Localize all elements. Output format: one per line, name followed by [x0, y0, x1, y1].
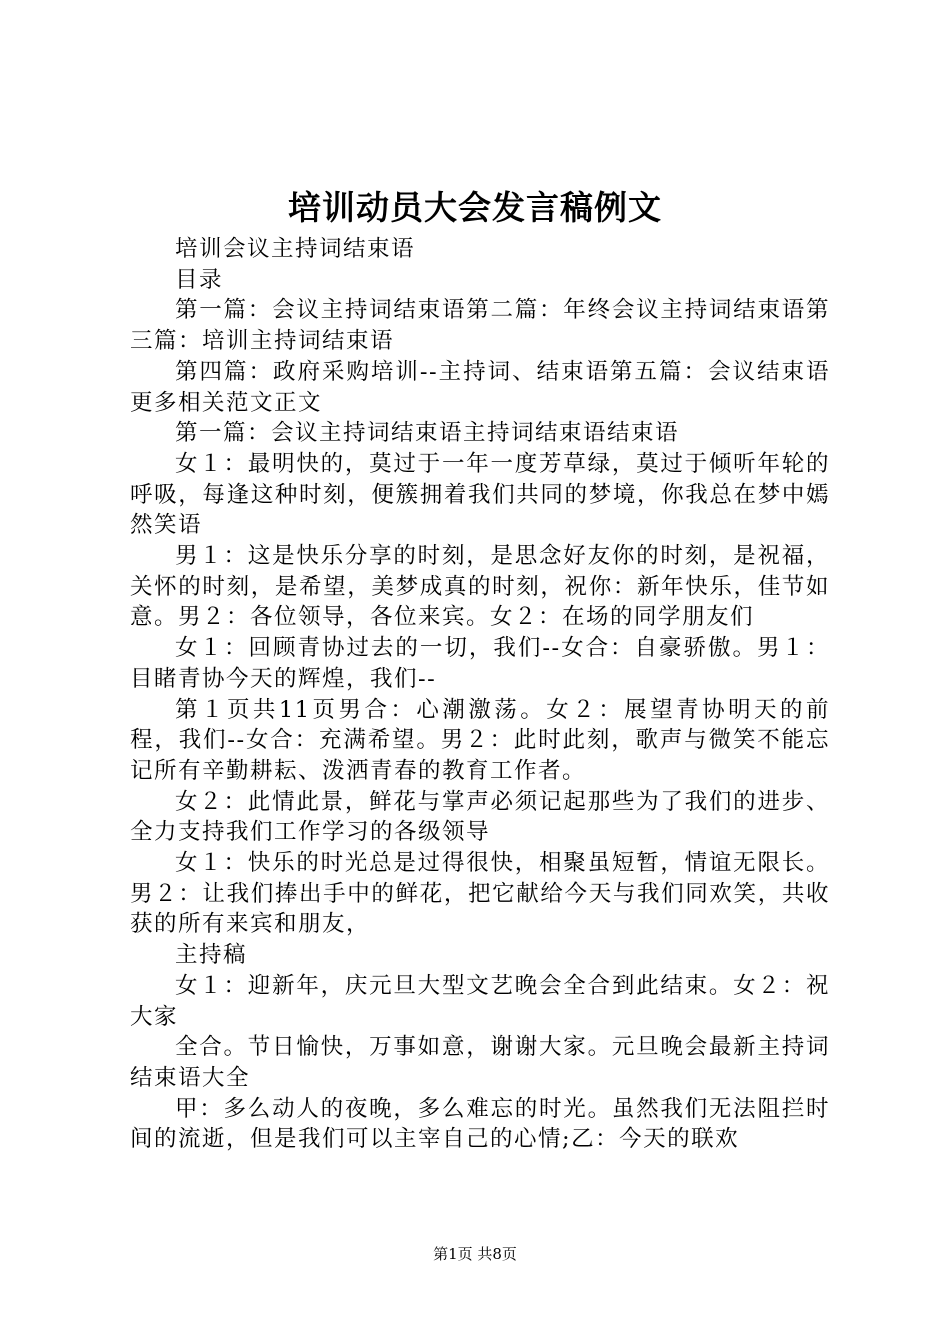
paragraph: 女１：快乐的时光总是过得很快，相聚虽短暂，情谊无限长。男２：让我们捧出手中的鲜花，把它献给今天与我们同欢笑，共收获的所有来宾和朋友， — [130, 850, 830, 938]
paragraph: 全合。节日愉快，万事如意，谢谢大家。元旦晚会最新主持词结束语大全 — [130, 1034, 830, 1091]
paragraph: 第四篇：政府采购培训--主持词、结束语第五篇：会议结束语更多相关范文正文 — [130, 358, 830, 416]
paragraph: 女１：回顾青协过去的一切，我们--女合：自豪骄傲。男１：目睹青协今天的辉煌，我们-- — [130, 635, 830, 692]
paragraph: 培训会议主持词结束语 — [175, 236, 416, 262]
paragraph: 女１：最明快的，莫过于一年一度芳草绿，莫过于倾听年轮的呼吸，每逢这种时刻，便簇拥着我们共同的梦境，你我总在梦中嫣然笑语 — [130, 450, 830, 539]
paragraph: 甲：多么动人的夜晚，多么难忘的时光。虽然我们无法阻拦时间的流逝，但是我们可以主宰自己的心情;乙：今天的联欢 — [130, 1095, 830, 1153]
paragraph: 主持稿 — [175, 942, 248, 969]
paragraph: 目录 — [175, 266, 224, 293]
paragraph: 第一篇：会议主持词结束语主持词结束语结束语 — [175, 420, 680, 447]
document-title: 培训动员大会发言稿例文 — [288, 188, 662, 227]
paragraph: 女１：迎新年，庆元旦大型文艺晚会全合到此结束。女２：祝大家 — [130, 972, 830, 1030]
document-body — [130, 234, 830, 1155]
paragraph: 第１页共11页男合：心潮激荡。女２：展望青协明天的前程，我们--女合：充满希望。男２：此时此刻，歌声与微笑不能忘记所有辛勤耕耘、泼洒青春的教育工作者。 — [130, 696, 830, 784]
page-footer: 第1页 共8页 — [433, 1245, 517, 1263]
paragraph: 第一篇：会议主持词结束语第二篇：年终会议主持词结束语第三篇：培训主持词结束语 — [130, 297, 830, 355]
paragraph: 男１：这是快乐分享的时刻，是思念好友你的时刻，是祝福，关怀的时刻，是希望，美梦成真的时刻，祝你：新年快乐，佳节如意。男２：各位领导，各位来宾。女２：在场的同学朋友们 — [130, 543, 830, 631]
paragraph: 女２：此情此景，鲜花与掌声必须记起那些为了我们的进步、全力支持我们工作学习的各级领导 — [130, 788, 830, 846]
